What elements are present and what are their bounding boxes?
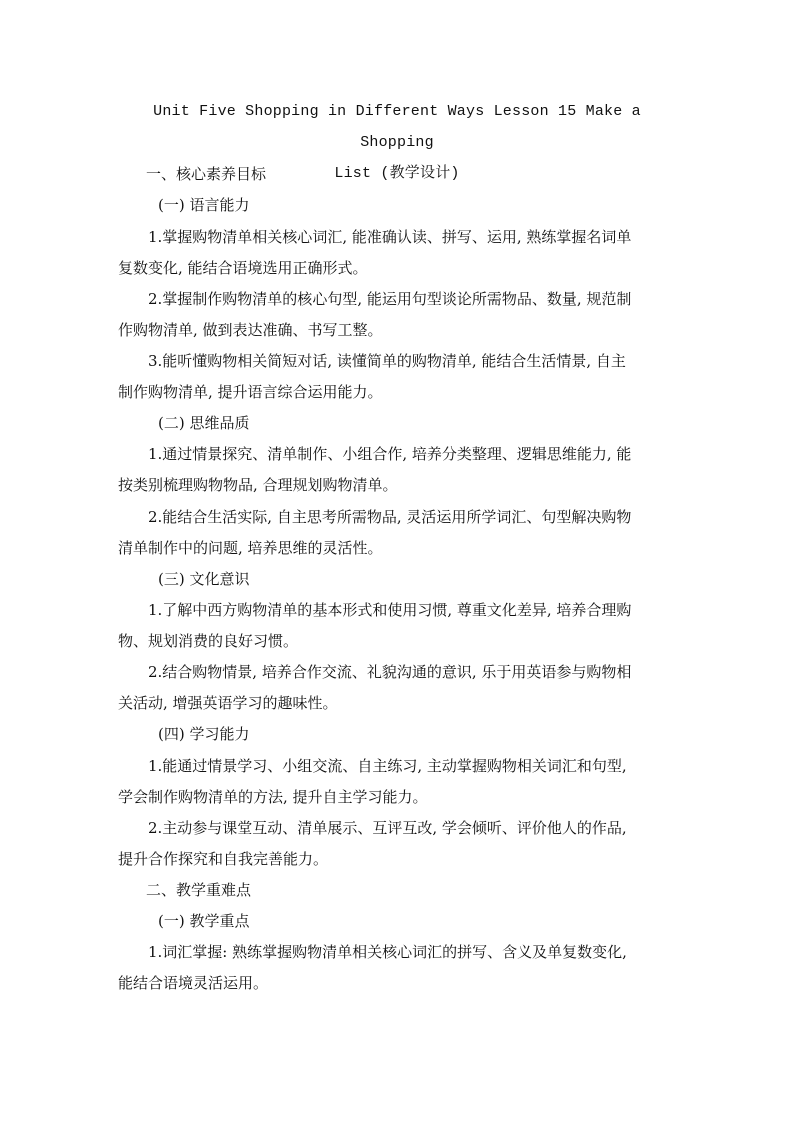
- paragraph-line: 清单制作中的问题, 培养思维的灵活性。: [118, 539, 383, 557]
- paragraph-line: 1.能通过情景学习、小组交流、自主练习, 主动掌握购物相关词汇和句型,: [148, 757, 627, 775]
- subheading-teaching-focus: (一) 教学重点: [158, 912, 250, 930]
- subheading-learning-ability: (四) 学习能力: [158, 725, 250, 743]
- subheading-language-ability: (一) 语言能力: [158, 196, 250, 214]
- paragraph-line: 2.掌握制作购物清单的核心句型, 能运用句型谈论所需物品、数量, 规范制: [148, 290, 632, 308]
- paragraph-line: 提升合作探究和自我完善能力。: [118, 850, 329, 868]
- paragraph-line: 3.能听懂购物相关简短对话, 读懂简单的购物清单, 能结合生活情景, 自主: [148, 352, 626, 370]
- paragraph-line: 2.主动参与课堂互动、清单展示、互评互改, 学会倾听、评价他人的作品,: [148, 819, 627, 837]
- paragraph-line: 作购物清单, 做到表达准确、书写工整。: [118, 321, 383, 339]
- paragraph-line: 1.通过情景探究、清单制作、小组合作, 培养分类整理、逻辑思维能力, 能: [148, 445, 632, 463]
- title-line-1: Unit Five Shopping in Different Ways Lesson 15 Make a Shopping: [153, 103, 641, 151]
- paragraph-line: 物、规划消费的良好习惯。: [118, 632, 299, 650]
- paragraph-line: 2.结合购物情景, 培养合作交流、礼貌沟通的意识, 乐于用英语参与购物相: [148, 663, 632, 681]
- section-heading-objectives: 一、核心素养目标: [146, 165, 267, 183]
- paragraph-line: 制作购物清单, 提升语言综合运用能力。: [118, 383, 383, 401]
- section-heading-key-points: 二、教学重难点: [146, 881, 252, 899]
- paragraph-line: 学会制作购物清单的方法, 提升自主学习能力。: [118, 788, 428, 806]
- paragraph-line: 按类别梳理购物物品, 合理规划购物清单。: [118, 476, 398, 494]
- title-line-2: List (教学设计): [334, 165, 460, 182]
- paragraph-line: 1.了解中西方购物清单的基本形式和使用习惯, 尊重文化差异, 培养合理购: [148, 601, 632, 619]
- paragraph-line: 2.能结合生活实际, 自主思考所需物品, 灵活运用所学词汇、句型解决购物: [148, 508, 632, 526]
- paragraph-line: 复数变化, 能结合语境选用正确形式。: [118, 259, 368, 277]
- subheading-thinking-quality: (二) 思维品质: [158, 414, 250, 432]
- paragraph-line: 能结合语境灵活运用。: [118, 974, 269, 992]
- paragraph-line: 1.掌握购物清单相关核心词汇, 能准确认读、拼写、运用, 熟练掌握名词单: [148, 228, 632, 246]
- subheading-cultural-awareness: (三) 文化意识: [158, 570, 250, 588]
- paragraph-line: 1.词汇掌握: 熟练掌握购物清单相关核心词汇的拼写、含义及单复数变化,: [148, 943, 627, 961]
- paragraph-line: 关活动, 增强英语学习的趣味性。: [118, 694, 338, 712]
